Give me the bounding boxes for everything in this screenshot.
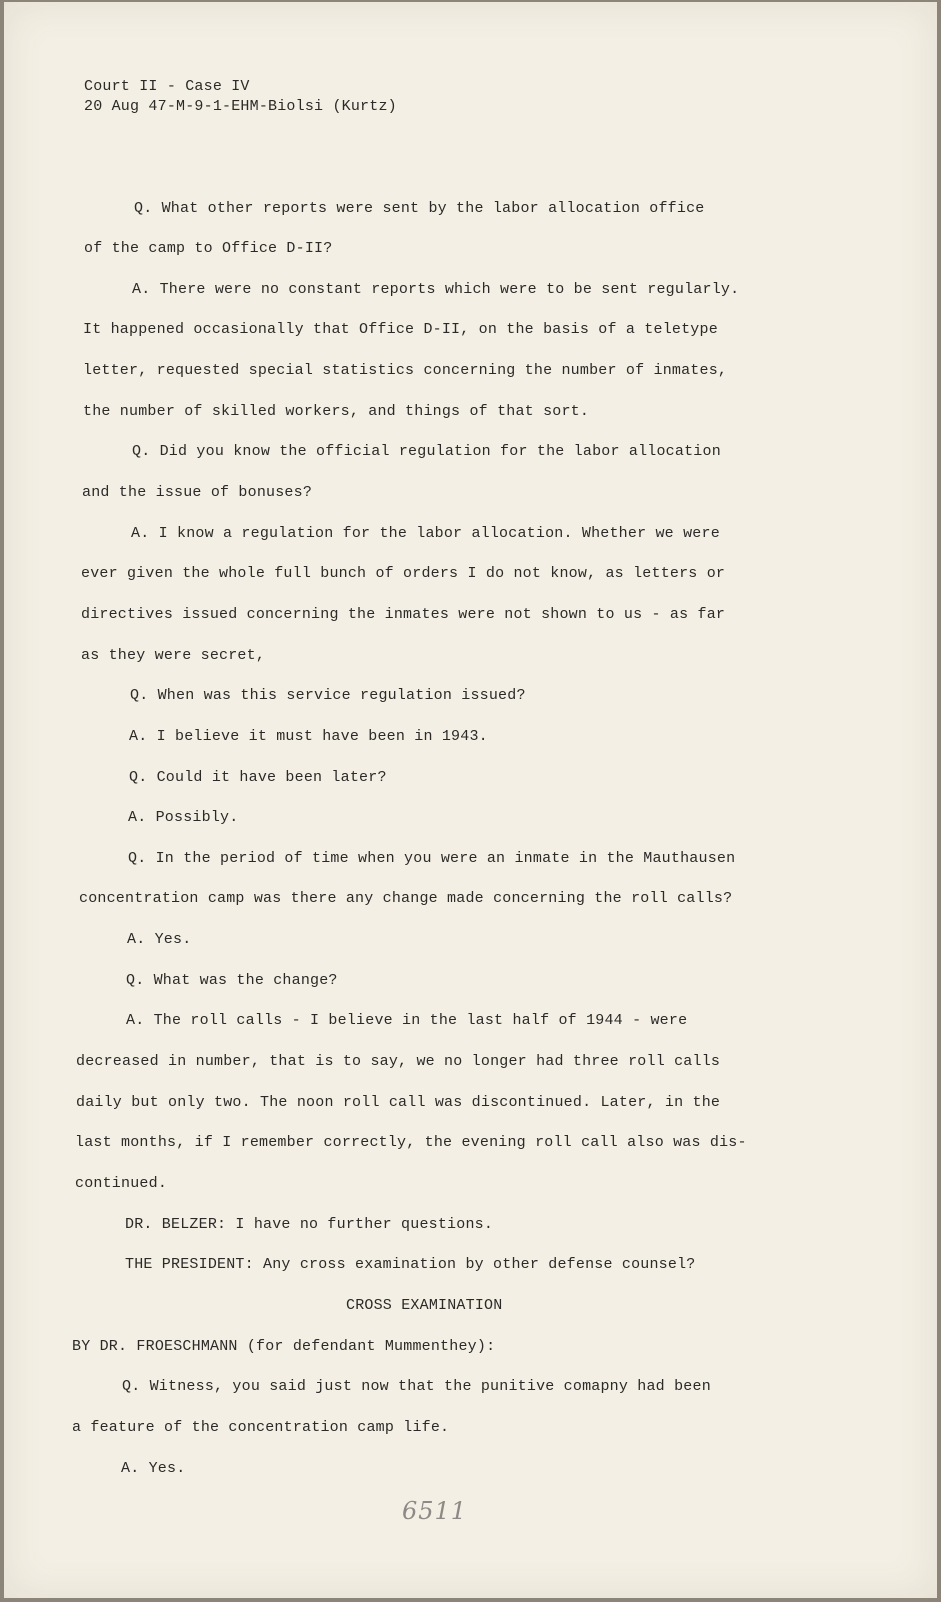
text-line: Q. What was the change?	[126, 972, 338, 989]
speaker-line: DR. BELZER: I have no further questions.	[125, 1216, 494, 1233]
text-line: A. Possibly.	[128, 809, 239, 826]
text-line: Q. When was this service regulation issued?	[130, 687, 526, 704]
case-header: Court II - Case IV	[84, 78, 250, 95]
text-line: Q. What other reports were sent by the labor allocation office	[134, 200, 705, 217]
speaker-line: THE PRESIDENT: Any cross examination by other defense counsel?	[125, 1256, 696, 1273]
section-heading: CROSS EXAMINATION	[346, 1297, 503, 1314]
examiner-line: BY DR. FROESCHMANN (for defendant Mummenthey):	[72, 1338, 496, 1355]
text-line: decreased in number, that is to say, we no longer had three roll calls	[76, 1053, 721, 1070]
text-line: A. Yes.	[127, 931, 192, 948]
text-line: and the issue of bonuses?	[82, 484, 313, 501]
text-line: Q. Could it have been later?	[129, 769, 387, 786]
text-line: ever given the whole full bunch of orders I do not know, as letters or	[81, 565, 726, 582]
text-line: of the camp to Office D-II?	[84, 240, 333, 257]
text-line: Q. Witness, you said just now that the punitive comapny had been	[122, 1378, 711, 1395]
text-line: A. I know a regulation for the labor allocation. Whether we were	[131, 525, 720, 542]
text-line: the number of skilled workers, and things of that sort.	[83, 403, 590, 420]
text-line: last months, if I remember correctly, the evening roll call also was dis-	[75, 1134, 747, 1151]
text-line: It happened occasionally that Office D-II, on the basis of a teletype	[83, 321, 718, 338]
text-line: as they were secret,	[81, 647, 266, 664]
text-line: A. There were no constant reports which were to be sent regularly.	[132, 281, 740, 298]
text-line: directives issued concerning the inmates were not shown to us - as far	[81, 606, 726, 623]
text-line: a feature of the concentration camp life.	[72, 1419, 450, 1436]
text-line: daily but only two. The noon roll call was discontinued. Later, in the	[76, 1094, 721, 1111]
text-line: Q. In the period of time when you were an inmate in the Mauthausen	[128, 850, 736, 867]
text-line: A. The roll calls - I believe in the last half of 1944 - were	[126, 1012, 688, 1029]
text-line: concentration camp was there any change made concerning the roll calls?	[79, 890, 733, 907]
handwritten-page-number: 6511	[402, 1497, 468, 1525]
text-line: A. I believe it must have been in 1943.	[129, 728, 488, 745]
text-line: letter, requested special statistics concerning the number of inmates,	[83, 362, 728, 379]
text-line: Q. Did you know the official regulation for the labor allocation	[132, 443, 721, 460]
text-line: continued.	[75, 1175, 168, 1192]
transcript-reference: 20 Aug 47-M-9-1-EHM-Biolsi (Kurtz)	[84, 98, 397, 115]
document-page	[4, 2, 937, 1598]
text-line: A. Yes.	[121, 1460, 186, 1477]
